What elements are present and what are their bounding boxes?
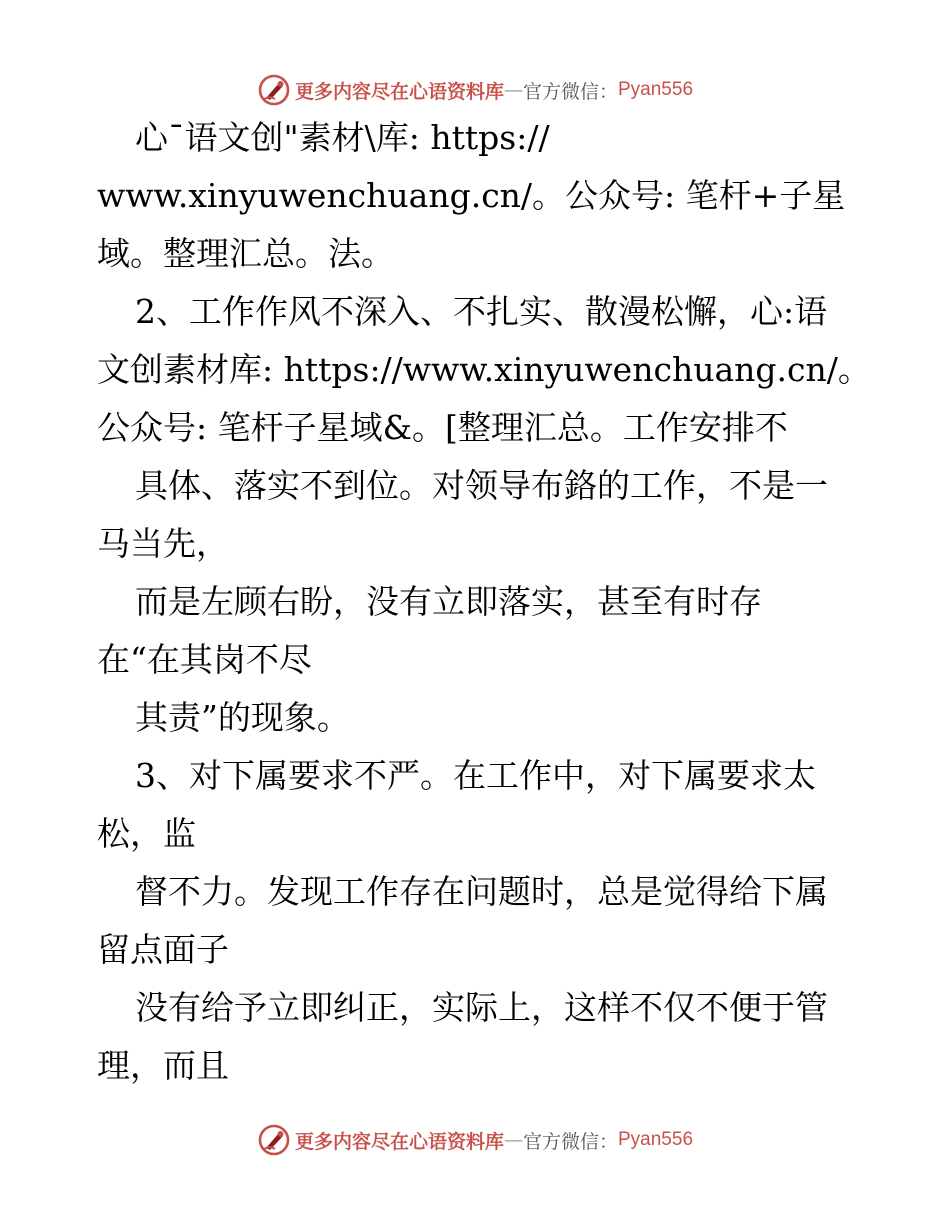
wechat-id: Pyan556 [618, 1129, 694, 1150]
wechat-label: 官方微信： [522, 1130, 618, 1153]
pen-nib-logo-icon [257, 73, 291, 107]
brand-text: 更多内容尽在心语资料库 [294, 80, 504, 103]
text-line: 文创素材库: https://www.xinyuwenchuang.cn/。 [97, 350, 871, 389]
text-line: 松，监 [97, 814, 196, 853]
text-line: 具体、落实不到位。对领导布鉻的工作，不是一 [135, 466, 828, 505]
text-line: 在“在其岗不尽 [97, 640, 312, 679]
wechat-id: Pyan556 [618, 79, 694, 100]
text-line: 2、工作作风不深入、不扎实、散漫松懈，心:语 [135, 292, 828, 331]
header-banner [0, 70, 950, 110]
footer-banner [0, 1120, 950, 1160]
text-line: www.xinyuwenchuang.cn/。公众号: 笔杆+子星 [97, 176, 846, 215]
text-line: 其责”的现象。 [135, 698, 350, 737]
pen-nib-logo-icon [257, 1123, 291, 1157]
banner-separator: — [503, 1129, 523, 1151]
text-line: 3、对下属要求不严。在工作中，对下属要求太 [135, 756, 816, 795]
text-line: 心¯语文创"素材\库: https:// [135, 118, 550, 157]
text-line: 督不力。发现工作存在问题时，总是觉得给下属 [135, 872, 828, 911]
wechat-label: 官方微信： [522, 80, 618, 103]
banner-separator: — [503, 79, 523, 101]
text-line: 而是左顾右盼，没有立即落实，甚至有时存 [135, 582, 762, 621]
brand-text: 更多内容尽在心语资料库 [294, 1130, 504, 1153]
text-line: 域。整理汇总。法。 [97, 234, 394, 273]
text-line: 公众号: 笔杆子星域&。[整理汇总。工作安排不 [97, 408, 788, 447]
text-line: 理，而且 [97, 1046, 229, 1085]
text-line: 马当先， [97, 524, 229, 563]
text-line: 没有给予立即纠正，实际上，这样不仅不便于管 [135, 988, 828, 1027]
text-line: 留点面子 [97, 930, 229, 969]
